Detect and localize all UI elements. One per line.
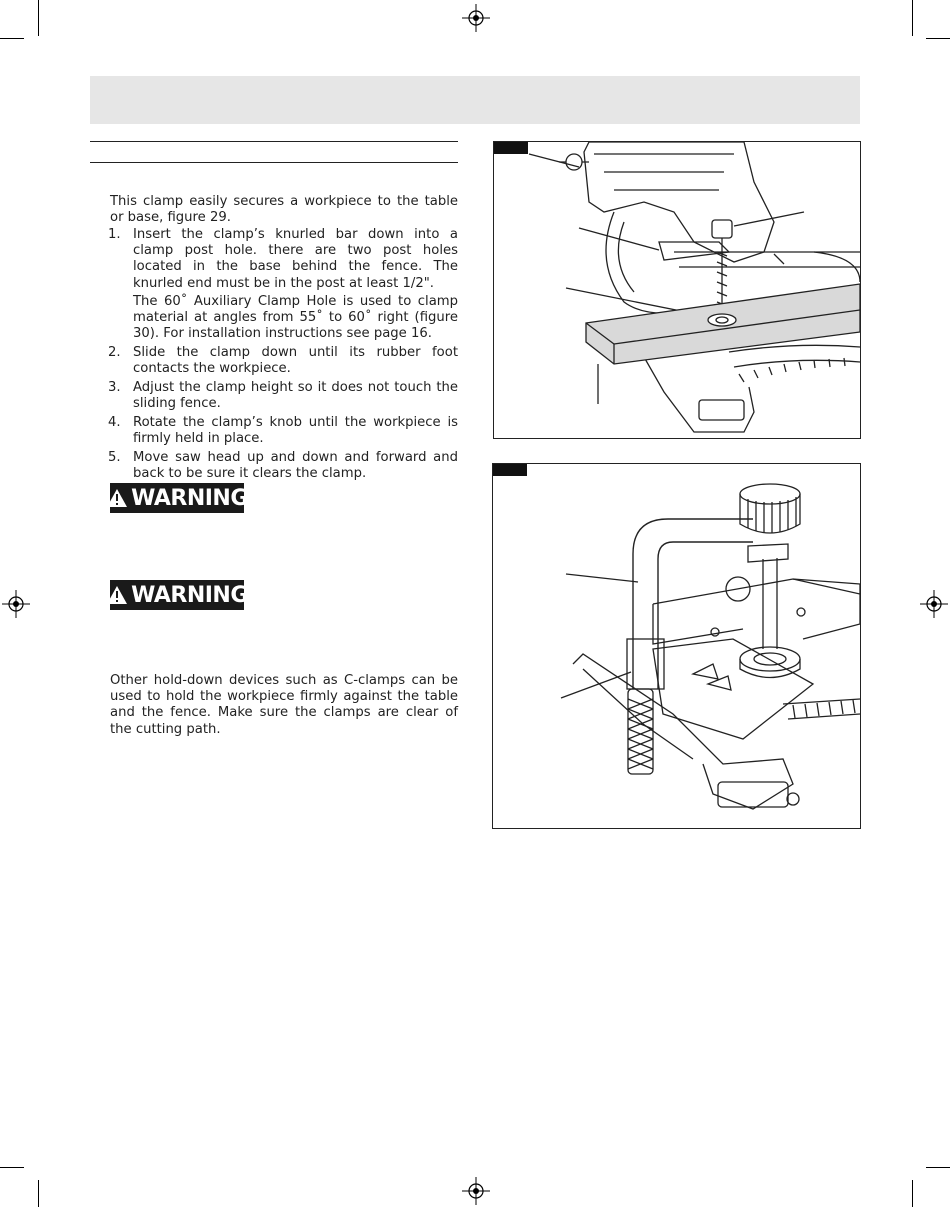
crop-mark (38, 1180, 39, 1207)
saw-with-clamp-illustration (494, 142, 860, 438)
step-text: Move saw head up and down and forward and back to be sure it clears the clamp. (133, 449, 458, 481)
step-text: Slide the clamp down until its rubber foot contacts the workpiece. (133, 344, 458, 377)
intro-paragraph: This clamp easily secures a workpiece to the table or base, figure 29. (110, 194, 458, 226)
warning-triangle-icon (106, 488, 128, 508)
list-item (108, 227, 458, 342)
step-text: Adjust the clamp height so it does not touch the sliding fence. (133, 379, 458, 412)
warning-label (110, 483, 248, 513)
clamp-detail-illustration (493, 464, 860, 828)
list-item (108, 450, 458, 482)
figure-clamp-detail (492, 463, 861, 829)
registration-mark-icon (460, 2, 492, 34)
step-number: 5. (108, 449, 121, 465)
list-item (108, 345, 458, 377)
closing-paragraph: Other hold-down devices such as C-clamps can be used to hold the workpiece firmly against the table and the fence. Make sure the clamps are clear of the cutting path. (110, 673, 458, 737)
step-number: 3. (108, 379, 121, 395)
registration-mark-icon (0, 588, 32, 620)
step-note: The 60˚ Auxiliary Clamp Hole is used to clamp material at angles from 55˚ to 60˚ right (figure 30). For installation instructions see page 16. (133, 293, 458, 342)
header-band (90, 76, 860, 124)
step-number: 1. (108, 227, 121, 242)
registration-mark-icon (460, 1175, 492, 1207)
warning-triangle-icon (106, 585, 128, 605)
crop-mark (926, 1167, 950, 1168)
crop-mark (0, 1167, 24, 1168)
step-text: Rotate the clamp’s knob until the workpiece is firmly held in place. (133, 414, 458, 446)
crop-mark (0, 38, 24, 39)
step-text: Insert the clamp’s knurled bar down into a clamp post hole. there are two post holes located in the base behind the fence. The knurled end must be in the post at least 1/2". (133, 227, 458, 291)
figure-saw-clamp (493, 141, 861, 439)
crop-mark (912, 1180, 913, 1207)
crop-mark (926, 38, 950, 39)
warning-text: WARNING (131, 485, 248, 511)
warning-text: WARNING (131, 582, 248, 608)
list-item (108, 415, 458, 447)
crop-mark (912, 0, 913, 36)
step-number: 4. (108, 414, 121, 430)
crop-mark (38, 0, 39, 36)
list-item (108, 380, 458, 412)
step-number: 2. (108, 344, 121, 360)
warning-label (110, 580, 248, 610)
registration-mark-icon (918, 588, 950, 620)
steps-list (108, 227, 458, 485)
section-rule-bottom (90, 162, 458, 163)
section-rule-top (90, 141, 458, 142)
